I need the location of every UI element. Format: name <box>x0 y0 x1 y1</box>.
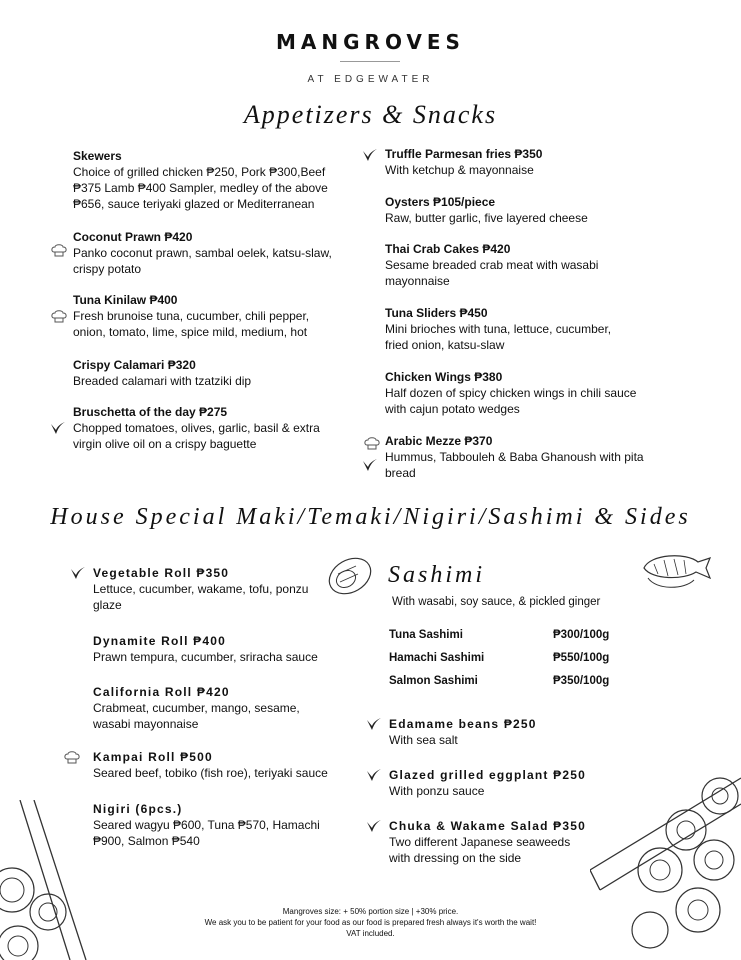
menu-item: Vegetable Roll ₱350 Lettuce, cucumber, wakame, tofu, ponzu glaze <box>93 566 309 612</box>
sashimi-row: Salmon Sashimi ₱350/100g <box>389 675 610 687</box>
menu-item: Arabic Mezze ₱370 Hummus, Tabbouleh & Baba Ghanoush with pita bread <box>385 434 644 480</box>
menu-item: Thai Crab Cakes ₱420 Sesame breaded crab meat with wasabi mayonnaise <box>385 242 599 288</box>
leaf-check-icon <box>362 148 378 162</box>
chef-hat-icon <box>51 244 67 258</box>
menu-item: Edamame beans ₱250 With sea salt <box>389 717 537 747</box>
leaf-check-icon <box>70 566 86 580</box>
chef-hat-icon <box>364 437 380 451</box>
house-special-title: House Special Maki/Temaki/Nigiri/Sashimi & Sides <box>50 504 691 530</box>
menu-item: Chuka & Wakame Salad ₱350 Two different Japanese seaweeds with dressing on the side <box>389 819 586 865</box>
menu-item: California Roll ₱420 Crabmeat, cucumber, mango, sesame, wasabi mayonnaise <box>93 685 300 731</box>
sashimi-row: Hamachi Sashimi ₱550/100g <box>389 652 610 664</box>
brand-subtitle: AT EDGEWATER <box>307 74 434 85</box>
leaf-check-icon <box>362 458 378 472</box>
chef-hat-icon <box>64 751 80 765</box>
menu-item: Oysters ₱105/piece Raw, butter garlic, five layered cheese <box>385 195 588 225</box>
menu-item: Skewers Choice of grilled chicken ₱250, Pork ₱300,Beef ₱375 Lamb ₱400 Sampler, medley of the above ₱656, sauce teriyaki glazed or Mediterranean <box>73 149 328 211</box>
menu-item: Coconut Prawn ₱420 Panko coconut prawn, sambal oelek, katsu-slaw, crispy potato <box>73 230 332 276</box>
menu-item: Truffle Parmesan fries ₱350 With ketchup & mayonnaise <box>385 147 543 177</box>
menu-item: Chicken Wings ₱380 Half dozen of spicy chicken wings in chili sauce with cajun potato wedges <box>385 370 637 416</box>
sashimi-subtitle: With wasabi, soy sauce, & pickled ginger <box>392 596 601 608</box>
menu-item: Dynamite Roll ₱400 Prawn tempura, cucumber, sriracha sauce <box>93 634 318 664</box>
leaf-check-icon <box>366 819 382 833</box>
nigiri-illustration <box>640 550 712 596</box>
sashimi-title: Sashimi <box>388 562 486 588</box>
sashimi-row: Tuna Sashimi ₱300/100g <box>389 629 610 641</box>
menu-item: Bruschetta of the day ₱275 Chopped tomatoes, olives, garlic, basil & extra virgin olive oil on a crispy baguette <box>73 405 320 451</box>
menu-item: Tuna Sliders ₱450 Mini brioches with tuna, lettuce, cucumber, fried onion, katsu-slaw <box>385 306 612 352</box>
chef-hat-icon <box>51 310 67 324</box>
menu-item: Kampai Roll ₱500 Seared beef, tobiko (fish roe), teriyaki sauce <box>93 750 328 780</box>
menu-item: Crispy Calamari ₱320 Breaded calamari with tzatziki dip <box>73 358 252 388</box>
appetizers-title: Appetizers & Snacks <box>243 100 498 129</box>
leaf-check-icon <box>50 421 66 435</box>
sushi-roll-illustration <box>322 552 380 596</box>
leaf-check-icon <box>366 768 382 782</box>
footer-notes: Mangroves size: + 50% portion size | +30% price. We ask you to be patient for your food as our food is prepared fresh always it's worth the wait! VAT included. <box>204 907 537 938</box>
menu-item: Glazed grilled eggplant ₱250 With ponzu sauce <box>389 768 586 798</box>
leaf-check-icon <box>366 717 382 731</box>
brand-title: MANGROVES <box>276 30 465 54</box>
menu-item: Nigiri (6pcs.) Seared wagyu ₱600, Tuna ₱570, Hamachi ₱900, Salmon ₱540 <box>93 802 320 848</box>
brand-divider <box>340 61 400 62</box>
menu-item: Tuna Kinilaw ₱400 Fresh brunoise tuna, cucumber, chili pepper, onion, tomato, lime, spice mild, medium, hot <box>73 293 310 339</box>
